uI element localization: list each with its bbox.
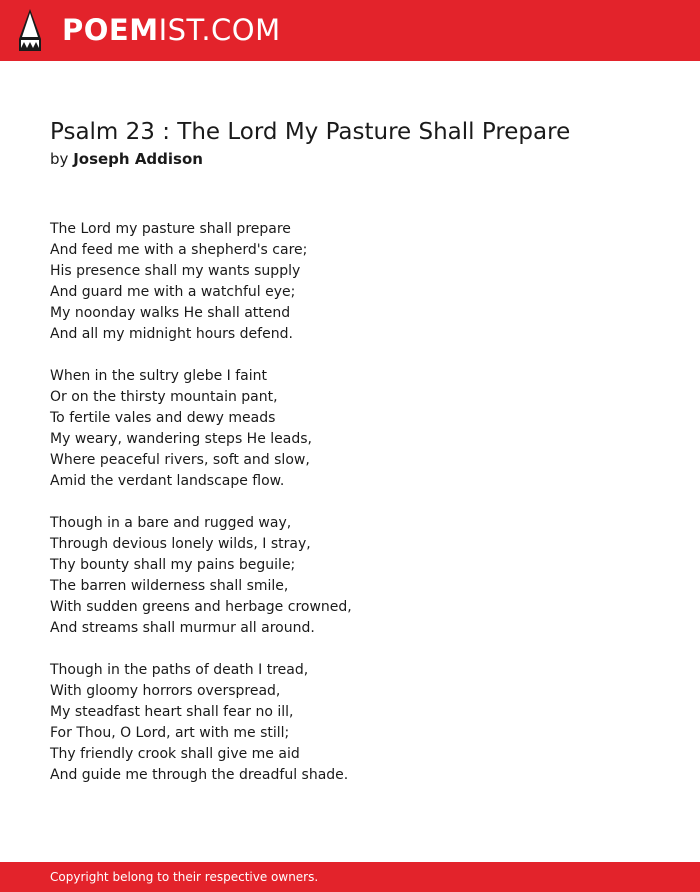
- poem-line: And all my midnight hours defend.: [50, 326, 293, 342]
- poem-line: For Thou, O Lord, art with me still;: [50, 725, 290, 741]
- site-footer: [0, 862, 700, 892]
- brand-light: IST.COM: [158, 13, 281, 47]
- poem-line: Though in a bare and rugged way,: [50, 515, 292, 531]
- poem-line: Though in the paths of death I tread,: [50, 662, 309, 678]
- poem-line: With sudden greens and herbage crowned,: [50, 599, 352, 615]
- site-header: [0, 0, 700, 61]
- stanza: [50, 366, 352, 492]
- site-logo[interactable]: [62, 14, 281, 46]
- stanza: [50, 513, 352, 639]
- poem-line: With gloomy horrors overspread,: [50, 683, 281, 699]
- poem-line: And guard me with a watchful eye;: [50, 284, 296, 300]
- stanza: [50, 219, 352, 345]
- author-name: Joseph Addison: [73, 150, 203, 168]
- poem-line: My noonday walks He shall attend: [50, 305, 291, 321]
- poem-line: The barren wilderness shall smile,: [50, 578, 289, 594]
- poem-line: His presence shall my wants supply: [50, 263, 301, 279]
- poem-line: When in the sultry glebe I faint: [50, 368, 268, 384]
- poem-line: Thy bounty shall my pains beguile;: [50, 557, 296, 573]
- by-label: by: [50, 150, 69, 168]
- poem-line: And feed me with a shepherd's care;: [50, 242, 308, 258]
- poem-body: [50, 219, 352, 807]
- poem-line: Thy friendly crook shall give me aid: [50, 746, 300, 762]
- poem-line: My steadfast heart shall fear no ill,: [50, 704, 294, 720]
- byline: [50, 149, 203, 169]
- pen-nib-icon[interactable]: [17, 9, 43, 51]
- poem-line: The Lord my pasture shall prepare: [50, 221, 291, 237]
- poem-line: And guide me through the dreadful shade.: [50, 767, 349, 783]
- poem-line: Amid the verdant landscape flow.: [50, 473, 285, 489]
- copyright-notice: Copyright belong to their respective owners.: [50, 870, 319, 884]
- poem-line: Through devious lonely wilds, I stray,: [50, 536, 311, 552]
- poem-line: Or on the thirsty mountain pant,: [50, 389, 278, 405]
- stanza: [50, 660, 352, 786]
- poem-title: Psalm 23 : The Lord My Pasture Shall Prepare: [50, 119, 571, 145]
- brand-bold: POEM: [62, 13, 159, 47]
- poem-line: Where peaceful rivers, soft and slow,: [50, 452, 310, 468]
- poem-line: And streams shall murmur all around.: [50, 620, 315, 636]
- poem-line: To fertile vales and dewy meads: [50, 410, 276, 426]
- poem-line: My weary, wandering steps He leads,: [50, 431, 312, 447]
